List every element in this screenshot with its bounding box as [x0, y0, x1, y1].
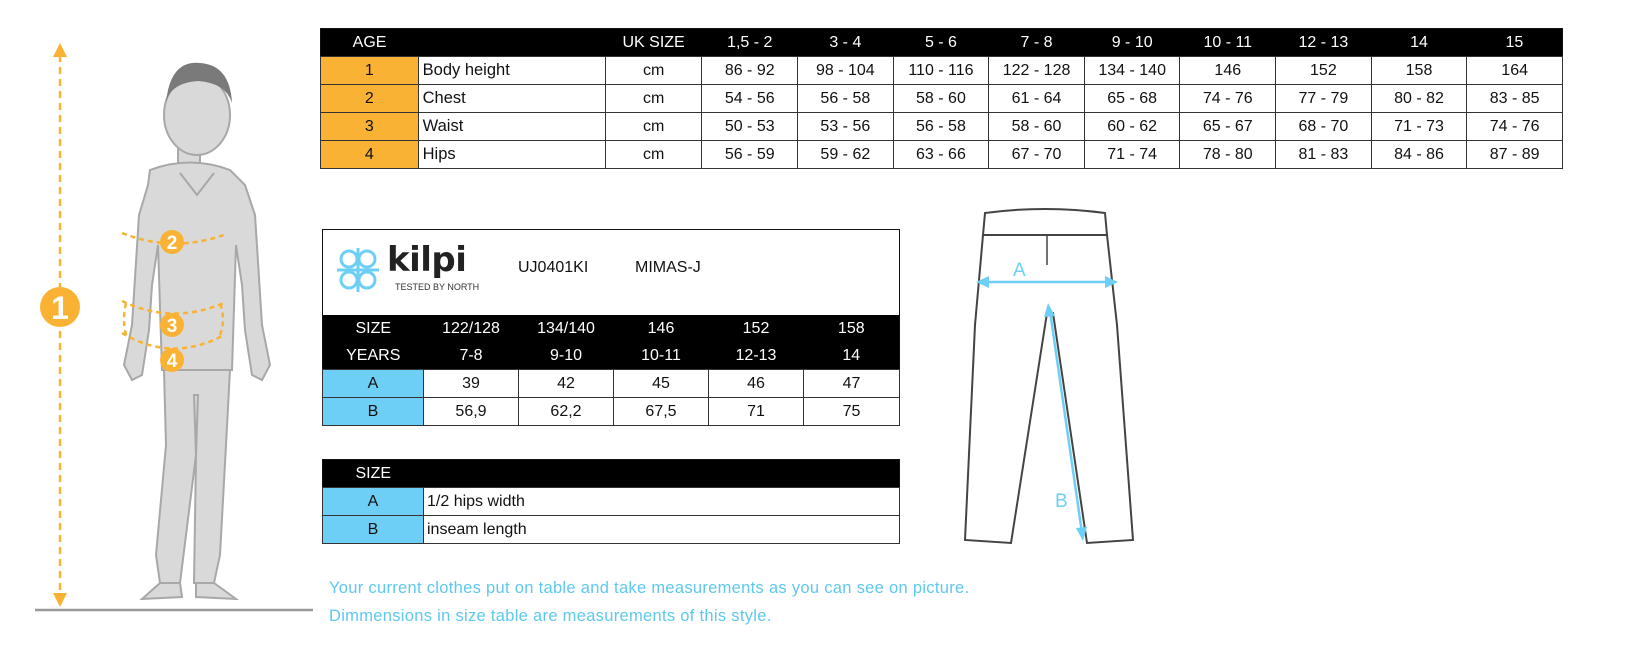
age-size-header: 15: [1467, 29, 1563, 57]
product-value: 47: [804, 370, 900, 398]
measure-value: 77 - 79: [1276, 85, 1372, 113]
table-row: [321, 141, 1563, 169]
measure-value: 98 - 104: [798, 57, 894, 85]
measure-value: 158: [1371, 57, 1467, 85]
measure-value: 58 - 60: [989, 113, 1085, 141]
measure-value: 122 - 128: [989, 57, 1085, 85]
measure-value: 81 - 83: [1276, 141, 1372, 169]
product-header: [323, 230, 900, 316]
product-years: 12-13: [709, 342, 804, 370]
pants-b-label: B: [1055, 491, 1068, 512]
table-row: [321, 85, 1563, 113]
product-value: 67,5: [614, 398, 709, 426]
product-value: 42: [519, 370, 614, 398]
product-size: 122/128: [424, 315, 519, 342]
unit: cm: [605, 85, 702, 113]
brand-name: kilpi: [387, 240, 467, 280]
product-value: 45: [614, 370, 709, 398]
age-size-header: 5 - 6: [893, 29, 989, 57]
product-size: 152: [709, 315, 804, 342]
measure-value: 74 - 76: [1180, 85, 1276, 113]
measure-label: Waist: [418, 113, 605, 141]
product-size: 146: [614, 315, 709, 342]
measure-value: 110 - 116: [893, 57, 989, 85]
row-label: B: [323, 398, 424, 426]
measure-value: 83 - 85: [1467, 85, 1563, 113]
hips-marker: [160, 348, 184, 372]
child-measurement-figure: [30, 35, 320, 615]
measure-value: 63 - 66: [893, 141, 989, 169]
unit: cm: [605, 113, 702, 141]
legend-description: inseam length: [424, 516, 900, 544]
measure-value: 53 - 56: [798, 113, 894, 141]
measure-value: 74 - 76: [1467, 113, 1563, 141]
height-marker: [40, 287, 80, 327]
measure-value: 58 - 60: [893, 85, 989, 113]
size-chart-table: [320, 28, 1563, 169]
kilpi-logo-icon: [333, 244, 389, 298]
measure-value: 65 - 68: [1084, 85, 1180, 113]
product-value: 46: [709, 370, 804, 398]
legend-size-label: SIZE: [323, 460, 424, 488]
table-row: [323, 488, 900, 516]
measure-label: Body height: [418, 57, 605, 85]
product-years: 10-11: [614, 342, 709, 370]
measure-value: 56 - 58: [798, 85, 894, 113]
product-value: 71: [709, 398, 804, 426]
measure-value: 164: [1467, 57, 1563, 85]
table-row: [323, 370, 900, 398]
table-row: [321, 113, 1563, 141]
table-row: [321, 57, 1563, 85]
table-row: [323, 516, 900, 544]
product-value: 75: [804, 398, 900, 426]
legend-label: A: [323, 488, 424, 516]
measure-value: 152: [1276, 57, 1372, 85]
measure-value: 65 - 67: [1180, 113, 1276, 141]
measure-value: 78 - 80: [1180, 141, 1276, 169]
pants-a-label: A: [1013, 260, 1026, 281]
measure-value: 68 - 70: [1276, 113, 1372, 141]
age-size-header: 10 - 11: [1180, 29, 1276, 57]
brand-tagline: TESTED BY NORTH: [395, 282, 480, 292]
measure-label: Hips: [418, 141, 605, 169]
dimensions-note: Dimmensions in size table are measurements of this style.: [329, 607, 772, 625]
product-model: MIMAS-J: [635, 259, 701, 276]
waist-marker: [160, 313, 184, 337]
product-size: 158: [804, 315, 900, 342]
product-years: 7-8: [424, 342, 519, 370]
product-size-table: [322, 229, 900, 426]
row-number: 2: [321, 85, 419, 113]
product-code: UJ0401KI: [518, 259, 589, 276]
measure-value: 146: [1180, 57, 1276, 85]
measure-value: 67 - 70: [989, 141, 1085, 169]
size-chart-header: [321, 29, 1563, 57]
product-size: 134/140: [519, 315, 614, 342]
uk-size-label: UK SIZE: [605, 29, 702, 57]
measure-value: 56 - 59: [702, 141, 798, 169]
svg-text:3: 3: [166, 316, 178, 337]
svg-text:2: 2: [166, 233, 178, 254]
legend-label: B: [323, 516, 424, 544]
measure-value: 80 - 82: [1371, 85, 1467, 113]
unit: cm: [605, 141, 702, 169]
measure-value: 71 - 73: [1371, 113, 1467, 141]
measure-value: 84 - 86: [1371, 141, 1467, 169]
unit: cm: [605, 57, 702, 85]
age-size-header: 12 - 13: [1276, 29, 1372, 57]
chest-marker: [160, 230, 184, 254]
product-value: 39: [424, 370, 519, 398]
measure-value: 50 - 53: [702, 113, 798, 141]
measure-value: 60 - 62: [1084, 113, 1180, 141]
instruction-note: Your current clothes put on table and take measurements as you can see on picture.: [329, 579, 970, 597]
pants-diagram: [955, 205, 1145, 550]
svg-text:1: 1: [51, 290, 69, 326]
age-size-header: 1,5 - 2: [702, 29, 798, 57]
measure-value: 61 - 64: [989, 85, 1085, 113]
measure-value: 87 - 89: [1467, 141, 1563, 169]
age-size-header: 14: [1371, 29, 1467, 57]
legend-header: [323, 460, 900, 488]
measure-value: 86 - 92: [702, 57, 798, 85]
row-number: 1: [321, 57, 419, 85]
product-size-header: [323, 315, 900, 342]
row-number: 3: [321, 113, 419, 141]
measure-value: 56 - 58: [893, 113, 989, 141]
age-size-header: 9 - 10: [1084, 29, 1180, 57]
legend-description: 1/2 hips width: [424, 488, 900, 516]
age-size-header: 3 - 4: [798, 29, 894, 57]
size-label: SIZE: [323, 315, 424, 342]
age-size-header: 7 - 8: [989, 29, 1085, 57]
product-years: 9-10: [519, 342, 614, 370]
measurement-legend-table: [322, 459, 900, 544]
measure-value: 71 - 74: [1084, 141, 1180, 169]
product-value: 62,2: [519, 398, 614, 426]
row-label: A: [323, 370, 424, 398]
measure-label: Chest: [418, 85, 605, 113]
row-number: 4: [321, 141, 419, 169]
product-years: 14: [804, 342, 900, 370]
product-years-header: [323, 342, 900, 370]
measure-value: 59 - 62: [798, 141, 894, 169]
measure-value: 54 - 56: [702, 85, 798, 113]
product-value: 56,9: [424, 398, 519, 426]
table-row: [323, 398, 900, 426]
svg-text:4: 4: [166, 351, 178, 372]
measure-value: 134 - 140: [1084, 57, 1180, 85]
age-label: AGE: [321, 29, 419, 57]
years-label: YEARS: [323, 342, 424, 370]
